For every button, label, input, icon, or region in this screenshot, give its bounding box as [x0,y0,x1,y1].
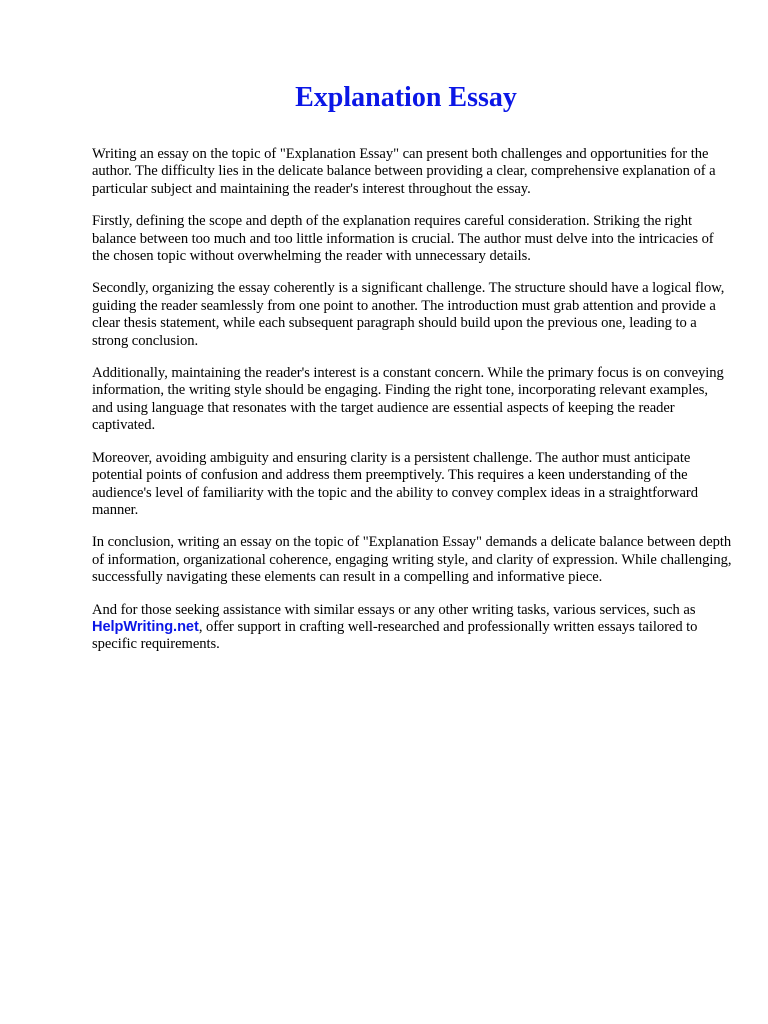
closing-text-after-link: , offer support in crafting well-researched and professionally written essays tailored to specific requirements. [92,618,698,653]
paragraph-conclusion: In conclusion, writing an essay on the topic of "Explanation Essay" demands a delicate balance between depth of information, organizational coherence, engaging writing style, and clarity of expression. While challenging, successfully navigating these elements can result in a compelling and informative piece. [92,534,732,586]
closing-text-before-link: And for those seeking assistance with similar essays or any other writing tasks, various services, such as [92,601,696,618]
paragraph-intro: Writing an essay on the topic of "Explanation Essay" can present both challenges and opportunities for the author. The difficulty lies in the delicate balance between providing a clear, comprehensive explanation of a particular subject and maintaining the reader's interest throughout the essay. [92,146,716,197]
paragraph-clarity: Moreover, avoiding ambiguity and ensuring clarity is a persistent challenge. The author must anticipate potential points of confusion and address them preemptively. This requires a keen understanding of the audience's level of familiarity with the topic and the ability to convey complex ideas in a straightforward manner. [92,449,698,518]
paragraph-scope: Firstly, defining the scope and depth of the explanation requires careful consideration. Striking the right balance between too much and too little information is crucial. The author must delve into the intricacies of the chosen topic without overwhelming the reader with unnecessary details. [92,213,714,265]
document-title: Explanation Essay [295,82,517,113]
paragraph-organization: Secondly, organizing the essay coherently is a significant challenge. The structure should have a logical flow, guiding the reader seamlessly from one point to another. The introduction must grab attention and provide a clear thesis statement, while each subsequent paragraph should build upon the previous one, leading to a strong conclusion. [92,280,725,349]
paragraph-closing [92,602,732,654]
helpwriting-link[interactable]: HelpWriting.net [92,618,199,635]
paragraph-interest: Additionally, maintaining the reader's interest is a constant concern. While the primary focus is on conveying information, the writing style should be engaging. Finding the right tone, incorporating relevant examples, and using language that resonates with the target audience are essential aspects of keeping the reader captivated. [92,365,724,434]
document-body [92,146,732,669]
